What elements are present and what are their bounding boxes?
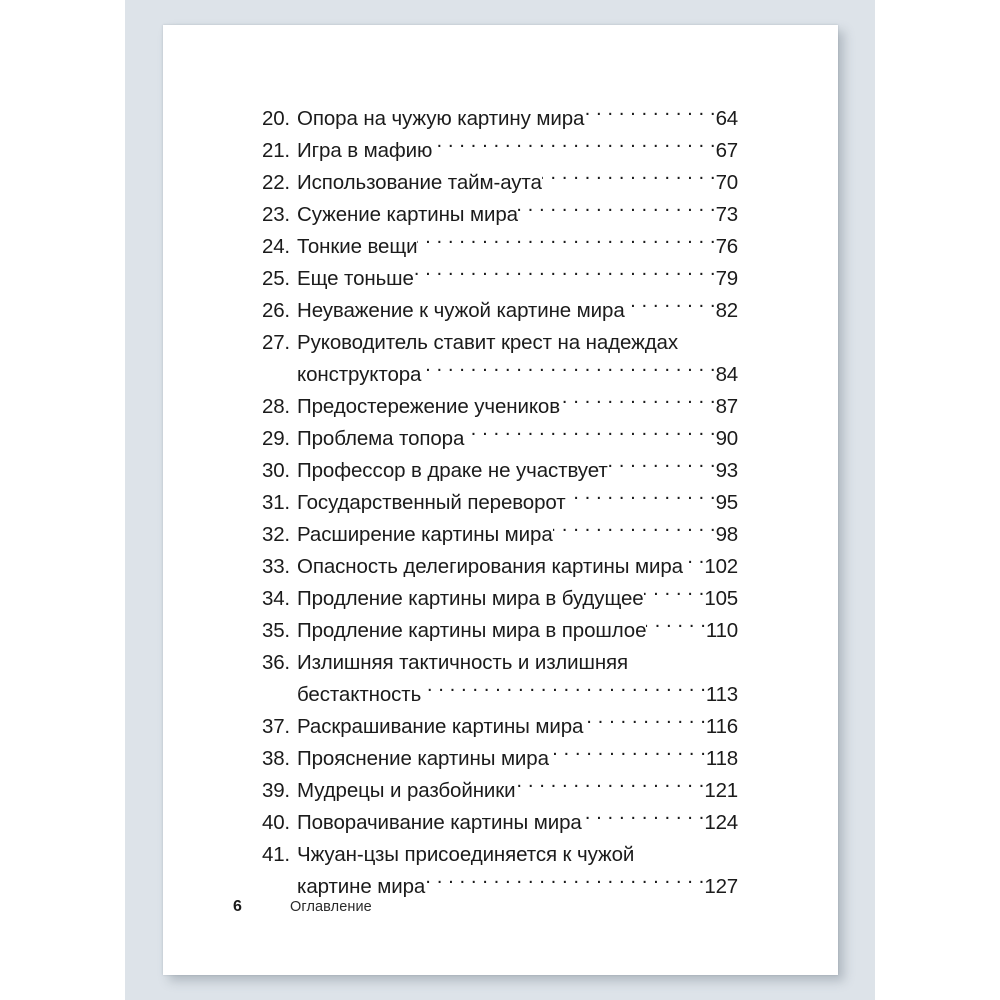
toc-entry-line [262,583,738,615]
toc-entry-number: 29. [262,427,290,450]
toc-entry-line [262,327,738,359]
toc-entry-number: 37. [262,715,290,738]
toc-entry-page: 93 [715,459,738,482]
toc-entry-number: 38. [262,747,290,770]
toc-entry-page: 67 [715,139,738,162]
toc-entry-page: 102 [704,555,738,578]
toc-entry-title: Чжуан-цзы присоединяется к чужой [297,843,635,866]
leader-dots [560,393,716,414]
toc-entry-number: 27. [262,331,290,354]
toc-entry-page: 124 [704,811,738,834]
toc-entry-number: 25. [262,267,290,290]
toc-entry[interactable] [262,487,738,519]
toc-entry-number: 20. [262,107,290,130]
toc-entry-page: 110 [705,619,738,642]
toc-entry-line [262,199,738,231]
toc-entry-line [262,295,738,327]
toc-entry-number: 34. [262,587,290,610]
toc-entry-title: Прояснение картины мира [297,747,549,770]
toc-entry-page: 121 [704,779,738,802]
toc-entry[interactable] [262,519,738,551]
toc-entry-number: 32. [262,523,290,546]
toc-entry-line-continued [262,679,738,711]
toc-entry-page: 90 [715,427,738,450]
leader-dots [542,169,716,190]
toc-entry-line [262,135,738,167]
toc-entry[interactable] [262,263,738,295]
toc-entry-title: Тонкие вещи [297,235,418,258]
toc-entry-page: 64 [715,107,738,130]
toc-entry-line [262,711,738,743]
toc-entry-title: Продление картины мира в будущее [297,587,644,610]
leader-dots [549,745,706,766]
toc-entry[interactable] [262,423,738,455]
toc-entry-line [262,455,738,487]
toc-entry-number: 41. [262,843,290,866]
toc-entry-number: 22. [262,171,290,194]
toc-entry-line [262,807,738,839]
toc-entry-page: 116 [705,715,738,738]
leader-dots [644,585,705,606]
toc-entry-title: Опасность делегирования картины мира [297,555,683,578]
toc-entry-page: 87 [715,395,738,418]
toc-entry-title: Раскрашивание картины мира [297,715,584,738]
toc-entry-page: 118 [705,747,738,770]
toc-entry[interactable] [262,743,738,775]
toc-entry[interactable] [262,135,738,167]
toc-entry-title: Предостережение учеников [297,395,561,418]
toc-entry-line [262,167,738,199]
toc-entry-number: 35. [262,619,290,642]
toc-entry-number: 39. [262,779,290,802]
toc-entry[interactable] [262,103,738,135]
toc-entry-line [262,231,738,263]
leader-dots [582,809,705,830]
toc-entry[interactable] [262,295,738,327]
leader-dots [432,137,715,158]
footer-page-number: 6 [233,898,242,915]
toc-entry[interactable] [262,583,738,615]
toc-entry-title: Продление картины мира в прошлое [297,619,647,642]
toc-entry-number: 28. [262,395,290,418]
toc-entry-title-continued: бестактность [297,683,422,706]
leader-dots [625,297,716,318]
toc-entry[interactable] [262,551,738,583]
toc-entry-page: 76 [715,235,738,258]
toc-entry[interactable] [262,231,738,263]
toc-entry-line [262,391,738,423]
toc-entry-line [262,615,738,647]
leader-dots [421,681,706,702]
toc-entry-page: 95 [715,491,738,514]
toc-entry-number: 33. [262,555,290,578]
toc-entry-page: 84 [715,363,738,386]
book-page [163,25,838,975]
toc-entry[interactable] [262,455,738,487]
leader-dots [553,521,716,542]
toc-entry-title: Профессор в драке не участвует [297,459,608,482]
toc-entry[interactable] [262,391,738,423]
table-of-contents [262,103,738,903]
toc-entry-number: 23. [262,203,290,226]
toc-entry-title: Опора на чужую картину мира [297,107,585,130]
toc-entry-title: Использование тайм-аута [297,171,542,194]
toc-entry[interactable] [262,327,738,391]
toc-entry-page: 127 [704,875,738,898]
leader-dots [683,553,704,574]
toc-entry-page: 73 [715,203,738,226]
toc-entry[interactable] [262,775,738,807]
toc-entry-title: Еще тоньше [297,267,414,290]
toc-entry-title: Расширение картины мира [297,523,553,546]
toc-entry-line [262,551,738,583]
toc-entry-title: Сужение картины мира [297,203,518,226]
toc-entry-number: 21. [262,139,290,162]
toc-entry-number: 24. [262,235,290,258]
toc-entry[interactable] [262,615,738,647]
leader-dots [414,265,716,286]
toc-entry-line-continued [262,359,738,391]
toc-entry-title: Поворачивание картины мира [297,811,582,834]
toc-entry-page: 82 [715,299,738,322]
toc-entry-line [262,775,738,807]
toc-entry-title: Игра в мафию [297,139,433,162]
leader-dots [608,457,716,478]
toc-entry-line [262,487,738,519]
leader-dots [421,361,715,382]
toc-entry-line [262,423,738,455]
toc-entry-title: Государственный переворот [297,491,566,514]
leader-dots [518,201,716,222]
leader-dots [516,777,705,798]
toc-entry-title: Руководитель ставит крест на надеждах [297,331,679,354]
leader-dots [566,489,716,510]
leader-dots [464,425,715,446]
toc-entry-title-continued: картине мира [297,875,426,898]
toc-entry-number: 31. [262,491,290,514]
toc-entry-title: Излишняя тактичность и излишняя [297,651,629,674]
page-footer [233,898,372,916]
toc-entry-line [262,647,738,679]
toc-entry-line [262,519,738,551]
toc-entry[interactable] [262,167,738,199]
toc-entry[interactable] [262,647,738,711]
toc-entry-title: Проблема топора [297,427,465,450]
toc-entry[interactable] [262,199,738,231]
toc-entry-title: Мудрецы и разбойники [297,779,516,802]
footer-section-label: Оглавление [290,899,372,915]
toc-entry-page: 70 [715,171,738,194]
toc-entry-number: 40. [262,811,290,834]
toc-entry-title: Неуважение к чужой картине мира [297,299,625,322]
leader-dots [646,617,705,638]
toc-entry[interactable] [262,839,738,903]
toc-entry-number: 36. [262,651,290,674]
toc-entry-line [262,263,738,295]
toc-entry-number: 26. [262,299,290,322]
leader-dots [425,873,704,894]
toc-entry-page: 113 [705,683,738,706]
leader-dots [583,713,706,734]
toc-entry-line [262,839,738,871]
leader-dots [584,105,715,126]
leader-dots [417,233,715,254]
toc-entry-line [262,743,738,775]
toc-entry-page: 79 [715,267,738,290]
toc-entry-number: 30. [262,459,290,482]
toc-entry-title-continued: конструктора [297,363,422,386]
toc-entry[interactable] [262,711,738,743]
toc-entry-page: 105 [704,587,738,610]
toc-entry-line [262,103,738,135]
toc-entry-page: 98 [715,523,738,546]
toc-entry[interactable] [262,807,738,839]
